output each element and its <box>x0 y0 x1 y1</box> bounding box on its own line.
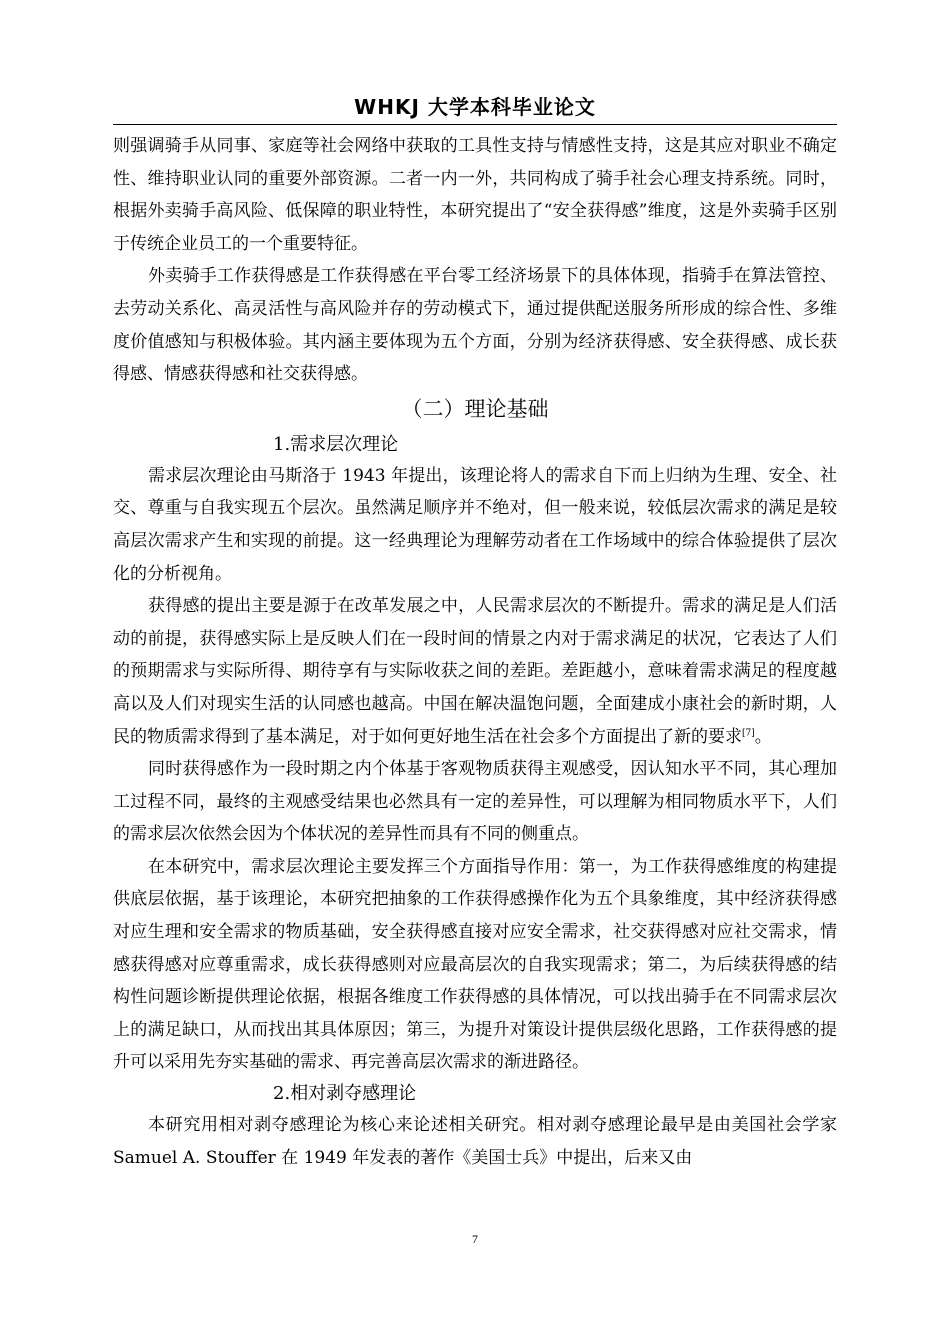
subsection-number: 1. <box>273 433 291 455</box>
page-number: 7 <box>472 1232 478 1246</box>
body-paragraph: 在本研究中，需求层次理论主要发挥三个方面指导作用：第一，为工作获得感维度的构建提供底层依据，基于该理论，本研究把抽象的工作获得感操作化为五个具象维度，其中经济获得感对应生理和安全需求的物质基础，安全获得感直接对应安全需求，社交获得感对应社交需求，情感获得感对应尊重需求，成长获得感则对应最高层次的自我实现需求；第二，为后续获得感的结构性问题诊断提供理论依据，根据各维度工作获得感的具体情况，可以找出骑手在不同需求层次上的满足缺口，从而找出其具体原因；第三，为提升对策设计提供层级化思路，工作获得感的提升可以采用先夯实基础的需求、再完善高层次需求的渐进路径。 <box>113 856 837 1073</box>
header-divider <box>113 124 837 125</box>
paragraph-text: 获得感的提出主要是源于在改革发展之中，人民需求层次的不断提升。需求的满足是人们活动的前提，获得感实际上是反映人们在一段时间的情景之内对于需求满足的状况，它表达了人们的预期需求与实际所得、期待享有与实际收获之间的差距。差距越小，意味着需求满足的程度越高以及人们对现实生活的认同感也越高。中国在解决温饱问题，全面建成小康社会的新时期，人民的物质需求得到了基本满足，对于如何更好地生活在社会多个方面提出了新的要求 <box>113 596 837 747</box>
body-paragraph: 本研究用相对剥夺感理论为核心来论述相关研究。相对剥夺感理论最早是由美国社会学家 Samuel A. Stouffer 在 1949 年发表的著作《美国士兵》中提出，后来又由 <box>113 1115 837 1168</box>
citation-marker: [7] <box>742 727 755 738</box>
section-heading: （二）理论基础 <box>401 396 549 421</box>
running-header: WHKJ 大学本科毕业论文 <box>354 95 596 119</box>
subsection-heading <box>113 1079 837 1109</box>
body-paragraph: 同时获得感作为一段时期之内个体基于客观物质获得主观感受，因认知水平不同，其心理加工过程不同，最终的主观感受结果也必然具有一定的差异性，可以理解为相同物质水平下，人们的需求层次依然会因为个体状况的差异性而具有不同的侧重点。 <box>113 759 837 845</box>
page-body <box>113 130 837 1174</box>
subsection-number: 2. <box>273 1083 291 1105</box>
body-paragraph: 外卖骑手工作获得感是工作获得感在平台零工经济场景下的具体体现，指骑手在算法管控、去劳动关系化、高灵活性与高风险并存的劳动模式下，通过提供配送服务所形成的综合性、多维度价值感知与积极体验。其内涵主要体现为五个方面，分别为经济获得感、安全获得感、成长获得感、情感获得感和社交获得感。 <box>113 266 837 385</box>
body-paragraph <box>113 590 837 753</box>
subsection-title: 相对剥夺感理论 <box>290 1083 417 1105</box>
subsection-heading <box>113 430 837 460</box>
subsection-title: 需求层次理论 <box>290 433 399 455</box>
body-paragraph: 则强调骑手从同事、家庭等社会网络中获取的工具性支持与情感性支持，这是其应对职业不确定性、维持职业认同的重要外部资源。二者一内一外，共同构成了骑手社会心理支持系统。同时，根据外卖骑手高风险、低保障的职业特性，本研究提出了“安全获得感”维度，这是外卖骑手区别于传统企业员工的一个重要特征。 <box>113 136 837 254</box>
body-paragraph: 需求层次理论由马斯洛于 1943 年提出，该理论将人的需求自下而上归纳为生理、安全、社交、尊重与自我实现五个层次。虽然满足顺序并不绝对，但一般来说，较低层次需求的满足是较高层次需求产生和实现的前提。这一经典理论为理解劳动者在工作场域中的综合体验提供了层次化的分析视角。 <box>113 465 837 584</box>
paragraph-end: 。 <box>754 726 772 747</box>
